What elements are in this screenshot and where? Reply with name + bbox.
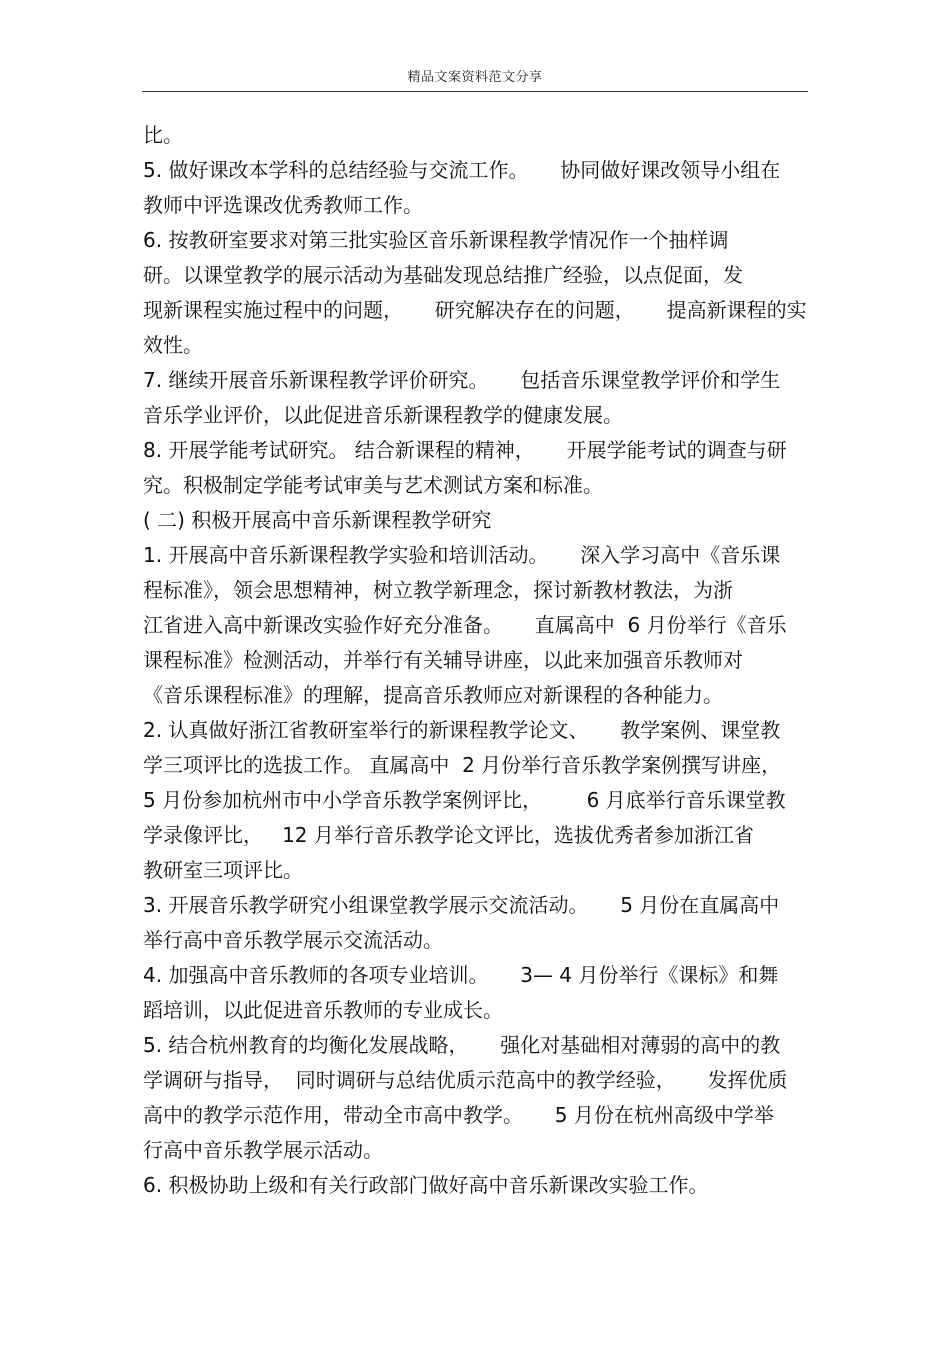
text-line: 学录像评比， 12 月举行音乐教学论文评比，选拔优秀者参加浙江省: [143, 823, 754, 847]
text-line: 效性。: [143, 333, 203, 357]
text-line: 4. 加强高中音乐教师的各项专业培训。 3— 4 月份举行《课标》和舞: [143, 963, 779, 987]
text-line: 3. 开展音乐教学研究小组课堂教学展示交流活动。 5 月份在直属高中: [143, 893, 780, 917]
document-body: [143, 118, 823, 1203]
text-line: 8. 开展学能考试研究。 结合新课程的精神， 开展学能考试的调查与研: [143, 438, 787, 462]
text-line: 《音乐课程标准》的理解，提高音乐教师应对新课程的各种能力。: [143, 683, 723, 707]
text-line: 举行高中音乐教学展示交流活动。: [143, 928, 443, 952]
text-line: 现新课程实施过程中的问题， 研究解决存在的问题， 提高新课程的实: [143, 298, 807, 322]
text-line: 1. 开展高中音乐新课程教学实验和培训活动。 深入学习高中《音乐课: [143, 543, 781, 567]
text-line: 比。: [143, 123, 183, 147]
text-line: 教师中评选课改优秀教师工作。: [143, 193, 423, 217]
text-line: 5 月份参加杭州市中小学音乐教学案例评比， 6 月底举行音乐课堂教: [143, 788, 786, 812]
text-line: 研。以课堂教学的展示活动为基础发现总结推广经验，以点促面，发: [143, 263, 743, 287]
text-line: 6. 积极协助上级和有关行政部门做好高中音乐新课改实验工作。: [143, 1173, 709, 1197]
text-line: 教研室三项评比。: [143, 858, 303, 882]
text-line: 江省进入高中新课改实验作好充分准备。 直属高中 6 月份举行《音乐: [143, 613, 787, 637]
text-line: 学调研与指导， 同时调研与总结优质示范高中的教学经验， 发挥优质: [143, 1068, 788, 1092]
text-line: 5. 结合杭州教育的均衡化发展战略， 强化对基础相对薄弱的高中的教: [143, 1033, 781, 1057]
text-line: 课程标准》检测活动，并举行有关辅导讲座，以此来加强音乐教师对: [143, 648, 743, 672]
text-line: 究。积极制定学能考试审美与艺术测试方案和标准。: [143, 473, 603, 497]
text-line: 6. 按教研室要求对第三批实验区音乐新课程教学情况作一个抽样调: [143, 228, 729, 252]
header-divider: [142, 91, 808, 92]
text-line: 2. 认真做好浙江省教研室举行的新课程教学论文、 教学案例、课堂教: [143, 718, 781, 742]
text-line: 音乐学业评价，以此促进音乐新课程教学的健康发展。: [143, 403, 623, 427]
text-line: 蹈培训，以此促进音乐教师的专业成长。: [143, 998, 503, 1022]
page-header-title: 精品文案资料范文分享: [407, 70, 543, 85]
text-line: 高中的教学示范作用，带动全市高中教学。 5 月份在杭州高级中学举: [143, 1103, 774, 1127]
text-line: 5. 做好课改本学科的总结经验与交流工作。 协同做好课改领导小组在: [143, 158, 781, 182]
text-line: 学三项评比的选拔工作。 直属高中 2 月份举行音乐教学案例撰写讲座，: [143, 753, 782, 777]
section-heading: ( 二) 积极开展高中音乐新课程教学研究: [143, 508, 492, 532]
text-line: 行高中音乐教学展示活动。: [143, 1138, 383, 1162]
text-line: 7. 继续开展音乐新课程教学评价研究。 包括音乐课堂教学评价和学生: [143, 368, 781, 392]
text-line: 程标准》，领会思想精神，树立教学新理念，探讨新教材教法，为浙: [143, 578, 733, 602]
